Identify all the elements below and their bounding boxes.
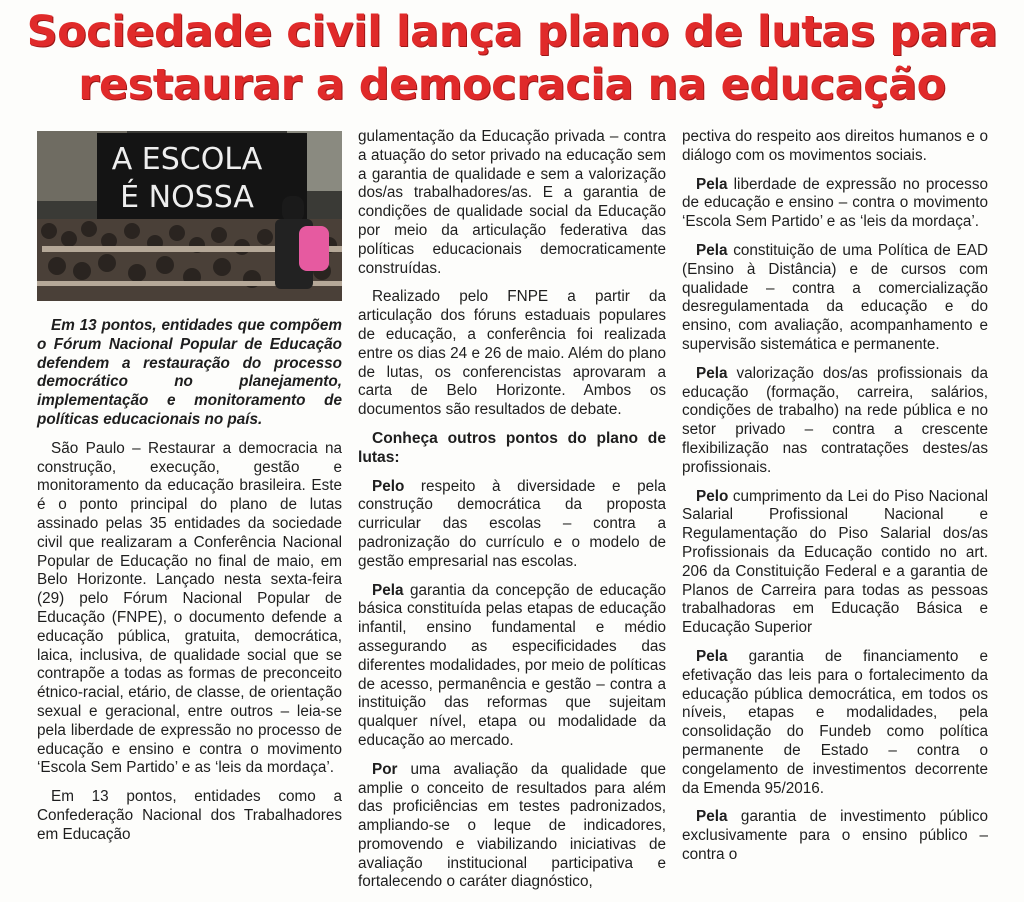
plan-item bbox=[682, 648, 988, 798]
plan-item bbox=[358, 761, 666, 893]
body-paragraph: Realizado pelo FNPE a partir da articulação dos fóruns estaduais populares de educação, a conferência foi realizada entre os dias 24 e 26 de maio. Além do plano de lutas, os conferencistas aprovaram a carta de Belo Horizonte. Ambos os documentos são resultados de debate. bbox=[358, 288, 666, 419]
plan-item-text: constituição de uma Política de EAD (Ensino à Distância) e de cursos com qualidade – contra a comercialização desregulamentada da educação e do ensino, com avaliação, acompanhamento e supervisão sistemática e permanente. bbox=[682, 241, 988, 353]
plan-item-text: valorização dos/as profissionais da educação (formação, carreira, salários, condições de trabalho) na rede pública e no setor privado – contra a crescente flexibilização nas contratações destes/as profissionais. bbox=[682, 364, 988, 476]
plan-item-text: garantia da concepção de educação básica constituída pelas etapas de educação infantil, ensino fundamental e médio assegurando as especificidades das diferentes modalidades, por meio de políticas de acesso, permanência e gestão – contra a instituição das reformas que sujeitam qualquer nível, etapa ou modalidade da educação ao mercado. bbox=[358, 581, 666, 749]
plan-item-keyword: Por bbox=[372, 760, 398, 778]
plan-item-text: cumprimento da Lei do Piso Nacional Salarial Profissional Nacional e Regulamentação do Piso Salarial dos/as Profissionais da Educação contido no art. 206 da Constituição Federal e a garantia de Planos de Carreira para todas as pessoas trabalhadoras em Educação Básica e Educação Superior bbox=[682, 487, 988, 637]
plan-item bbox=[358, 478, 666, 572]
protest-photo-illustration bbox=[37, 131, 342, 301]
plan-item-text: uma avaliação da qualidade que amplie o conceito de resultados para além das proficiências em testes padronizados, ampliando-se o leque de indicadores, promovendo e viabilizando iniciativas de avaliação institucional participativa e fortalecendo o caráter diagnóstico, bbox=[358, 760, 666, 891]
body-paragraph: gulamentação da Educação privada – contra a atuação do setor privado na educação sem a garantia de qualidade e sem a valorização dos/as trabalhadores/as. E a garantia de condições de qualidade social da Educação por meio da articulação federativa das políticas educacionais democraticamente construídas. bbox=[358, 128, 666, 277]
column-3 bbox=[682, 128, 988, 875]
banner-text-line-1: A ESCOLA bbox=[111, 142, 263, 177]
photo-caption: Em 13 pontos, entidades que compõem o Fórum Nacional Popular de Educação defendem a restauração do processo democrático no planejamento, implementação e monitoramento de políticas educacionais no país. bbox=[37, 317, 342, 428]
column-1 bbox=[37, 317, 342, 855]
plan-item bbox=[682, 488, 988, 638]
plan-item bbox=[682, 365, 988, 478]
plan-item bbox=[682, 808, 988, 864]
plan-item-keyword: Pela bbox=[696, 175, 728, 193]
plan-item bbox=[358, 582, 666, 751]
body-paragraph: pectiva do respeito aos direitos humanos e o diálogo com os movimentos sociais. bbox=[682, 128, 988, 164]
plan-item-text: garantia de investimento público exclusivamente para o ensino público – contra o bbox=[682, 808, 988, 863]
banner-text-line-2: É NOSSA bbox=[120, 180, 254, 215]
plan-item-keyword: Pela bbox=[696, 241, 728, 259]
plan-item-text: garantia de financiamento e efetivação das leis para o fortalecimento da educação pública democrática, em todos os níveis, etapas e modalidades, pela consolidação do Fundeb como política permanente de Estado – contra o congelamento de investimentos decorrente da Emenda 95/2016. bbox=[682, 647, 988, 797]
article-photo bbox=[37, 131, 342, 301]
body-paragraph: Em 13 pontos, entidades como a Confederação Nacional dos Trabalhadores em Educação bbox=[37, 788, 342, 843]
plan-item-text: liberdade de expressão no processo de educação e ensino – contra o movimento ‘Escola Sem Partido’ e as ‘leis da mordaça’. bbox=[682, 175, 988, 231]
pink-backpack bbox=[299, 226, 329, 271]
body-paragraph: São Paulo – Restaurar a democracia na construção, execução, gestão e monitoramento da educação brasileira. Este é o ponto principal do plano de lutas assinado pelas 35 entidades da sociedade civil que realizaram a Conferência Nacional Popular de Educação no final de maio, em Belo Horizonte. Lançado nesta sexta-feira (29) pelo Fórum Nacional Popular de Educação (FNPE), o documento defende a educação pública, gratuita, democrática, laica, inclusiva, de qualidade social que se contrapõe a todas as formas de preconceito étnico-racial, etário, de classe, de orientação sexual e geracional, entre outros – leia-se pela liberdade de expressão no processo de educação e ensino e contra o movimento ‘Escola Sem Partido’ e as ‘leis da mordaça’. bbox=[37, 439, 342, 777]
plan-item-keyword: Pela bbox=[696, 364, 728, 382]
plan-item-keyword: Pela bbox=[696, 647, 728, 665]
plan-item-text: respeito à diversidade e pela construção democrática da proposta curricular das escolas – contra a padronização do currículo e o modelo de gestão empresarial nas escolas. bbox=[358, 477, 666, 570]
plan-item-keyword: Pelo bbox=[696, 487, 729, 505]
headline-line-1: Sociedade civil lança plano de lutas para bbox=[26, 7, 998, 57]
section-subhead: Conheça outros pontos do plano de lutas: bbox=[358, 429, 666, 466]
column-2 bbox=[358, 128, 666, 902]
article-headline bbox=[0, 6, 1024, 112]
plan-item-keyword: Pela bbox=[696, 808, 728, 826]
plan-item bbox=[682, 176, 988, 232]
plan-item bbox=[682, 242, 988, 355]
plan-item-keyword: Pelo bbox=[372, 477, 405, 495]
headline-line-2: restaurar a democracia na educação bbox=[78, 60, 946, 110]
plan-item-keyword: Pela bbox=[372, 581, 404, 599]
